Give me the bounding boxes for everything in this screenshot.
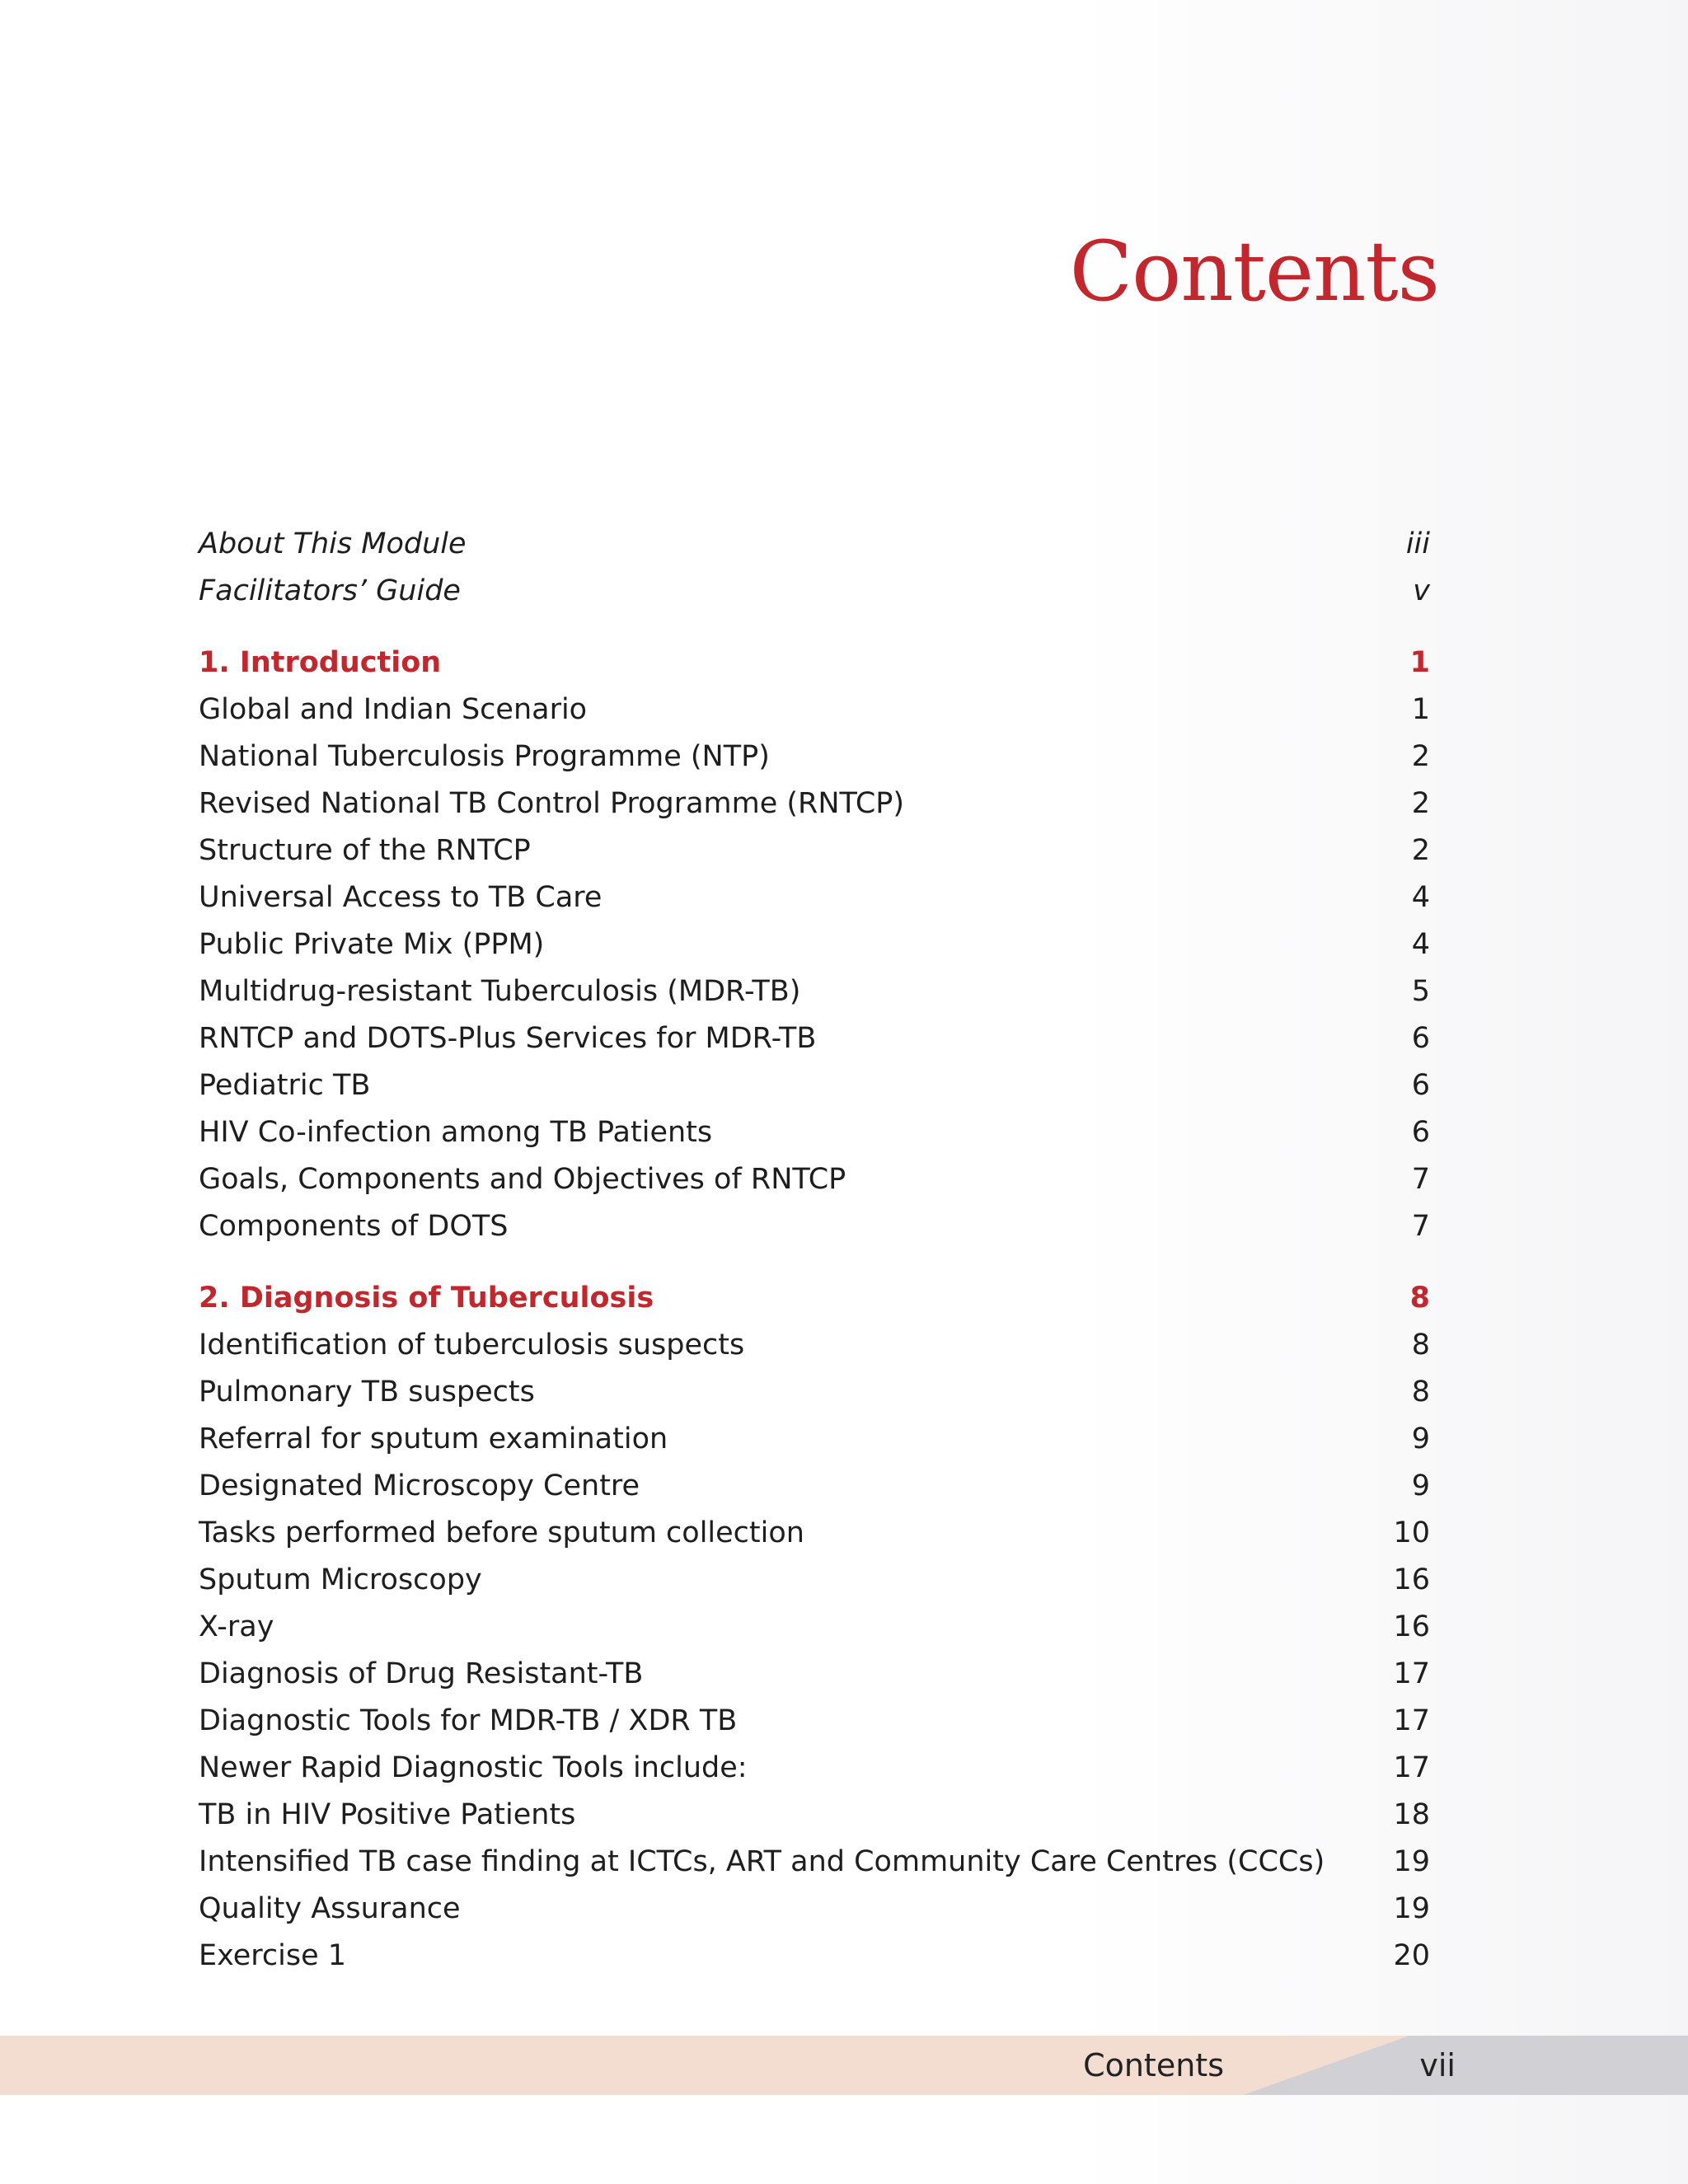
- footer-section-label: Contents: [1083, 2047, 1224, 2083]
- toc-entry-label: Designated Microscopy Centre: [199, 1469, 640, 1502]
- toc-entry-page: 8: [1411, 1329, 1430, 1361]
- toc-entry-page: 2: [1411, 834, 1430, 867]
- toc-entry[interactable]: [199, 1156, 1430, 1203]
- toc-entry-label: Diagnostic Tools for MDR-TB / XDR TB: [199, 1704, 738, 1737]
- toc-entry-label: Goals, Components and Objectives of RNTCP: [199, 1163, 846, 1196]
- toc-entry-page: 8: [1411, 1376, 1430, 1408]
- toc-entry-label: HIV Co-infection among TB Patients: [199, 1116, 713, 1149]
- toc-entry[interactable]: [199, 1792, 1430, 1839]
- toc-entry-label: Identification of tuberculosis suspects: [199, 1329, 745, 1361]
- table-of-contents: [199, 521, 1430, 1980]
- toc-entry-label: Exercise 1: [199, 1939, 347, 1972]
- toc-entry-label: Intensified TB case finding at ICTCs, ART and Community Care Centres (CCCs): [199, 1845, 1325, 1878]
- toc-entry[interactable]: [199, 1510, 1430, 1557]
- toc-entry-label: Referral for sputum examination: [199, 1422, 668, 1455]
- toc-entry[interactable]: [199, 827, 1430, 874]
- section-gap: [199, 615, 1430, 640]
- toc-entry-label: Public Private Mix (PPM): [199, 928, 545, 961]
- chapter-page: 1: [1409, 646, 1430, 679]
- toc-entry-page: 5: [1411, 975, 1430, 1008]
- toc-entry[interactable]: [199, 1203, 1430, 1250]
- toc-entry-page: 17: [1393, 1704, 1430, 1737]
- page-title: Contents: [1069, 223, 1439, 320]
- toc-entry-page: 9: [1411, 1422, 1430, 1455]
- toc-entry-page: v: [1413, 574, 1430, 607]
- toc-entry-page: 4: [1411, 881, 1430, 914]
- chapter-1-entries: [199, 687, 1430, 1250]
- toc-entry-label: About This Module: [199, 527, 467, 560]
- toc-entry[interactable]: [199, 1839, 1430, 1886]
- toc-entry[interactable]: [199, 780, 1430, 827]
- toc-entry[interactable]: [199, 968, 1430, 1015]
- toc-entry[interactable]: [199, 1015, 1430, 1062]
- toc-entry-page: 1: [1411, 693, 1430, 726]
- toc-entry-page: 4: [1411, 928, 1430, 961]
- toc-entry-page: 9: [1411, 1469, 1430, 1502]
- toc-entry-label: Pulmonary TB suspects: [199, 1376, 535, 1408]
- toc-entry-label: RNTCP and DOTS-Plus Services for MDR-TB: [199, 1022, 817, 1055]
- chapter-title: 2. Diagnosis of Tuberculosis: [199, 1282, 654, 1315]
- toc-entry-label: X-ray: [199, 1610, 274, 1643]
- toc-entry-page: 19: [1393, 1845, 1430, 1878]
- toc-entry-label: Newer Rapid Diagnostic Tools include:: [199, 1751, 748, 1784]
- section-gap: [199, 1250, 1430, 1275]
- toc-entry-page: 6: [1411, 1116, 1430, 1149]
- toc-entry-label: TB in HIV Positive Patients: [199, 1798, 576, 1831]
- toc-entry-page: 20: [1393, 1939, 1430, 1972]
- toc-entry-page: 17: [1393, 1657, 1430, 1690]
- toc-entry-page: 16: [1393, 1563, 1430, 1596]
- toc-entry-page: 6: [1411, 1069, 1430, 1102]
- toc-entry-page: 16: [1393, 1610, 1430, 1643]
- toc-entry[interactable]: [199, 521, 1430, 568]
- toc-entry-page: 6: [1411, 1022, 1430, 1055]
- toc-entry[interactable]: [199, 568, 1430, 615]
- toc-entry-label: Global and Indian Scenario: [199, 693, 588, 726]
- toc-entry-page: 2: [1411, 740, 1430, 773]
- toc-entry-label: Diagnosis of Drug Resistant-TB: [199, 1657, 644, 1690]
- toc-entry-page: 17: [1393, 1751, 1430, 1784]
- toc-entry-page: 19: [1393, 1892, 1430, 1925]
- toc-entry-page: 10: [1393, 1516, 1430, 1549]
- toc-entry[interactable]: [199, 687, 1430, 733]
- toc-entry[interactable]: [199, 733, 1430, 780]
- toc-entry[interactable]: [199, 1933, 1430, 1980]
- toc-entry-page: iii: [1405, 527, 1430, 560]
- toc-entry[interactable]: [199, 1604, 1430, 1651]
- toc-entry-label: Multidrug-resistant Tuberculosis (MDR-TB): [199, 975, 801, 1008]
- toc-entry-page: 7: [1411, 1210, 1430, 1243]
- toc-entry[interactable]: [199, 1886, 1430, 1933]
- toc-entry[interactable]: [199, 1416, 1430, 1463]
- toc-entry-page: 18: [1393, 1798, 1430, 1831]
- toc-entry[interactable]: [199, 1745, 1430, 1792]
- toc-entry-label: Facilitators’ Guide: [199, 574, 461, 607]
- toc-entry[interactable]: [199, 1651, 1430, 1698]
- toc-entry[interactable]: [199, 921, 1430, 968]
- toc-entry-label: Structure of the RNTCP: [199, 834, 531, 867]
- toc-entry[interactable]: [199, 1698, 1430, 1745]
- toc-entry-label: Universal Access to TB Care: [199, 881, 603, 914]
- page-footer: [0, 2036, 1688, 2095]
- toc-entry[interactable]: [199, 1322, 1430, 1369]
- toc-entry-page: 2: [1411, 787, 1430, 820]
- chapter-title: 1. Introduction: [199, 646, 442, 679]
- toc-entry[interactable]: [199, 1557, 1430, 1604]
- toc-entry[interactable]: [199, 1369, 1430, 1416]
- toc-entry-label: Quality Assurance: [199, 1892, 461, 1925]
- toc-entry[interactable]: [199, 874, 1430, 921]
- toc-entry-label: Revised National TB Control Programme (RNTCP): [199, 787, 905, 820]
- footer-page-number: vii: [1419, 2047, 1456, 2083]
- toc-entry-label: Pediatric TB: [199, 1069, 371, 1102]
- toc-entry-label: National Tuberculosis Programme (NTP): [199, 740, 770, 773]
- chapter-page: 8: [1409, 1282, 1430, 1315]
- toc-entry-label: Components of DOTS: [199, 1210, 509, 1243]
- toc-chapter-heading[interactable]: [199, 640, 1430, 687]
- toc-entry[interactable]: [199, 1109, 1430, 1156]
- toc-entry[interactable]: [199, 1463, 1430, 1510]
- toc-entry[interactable]: [199, 1062, 1430, 1109]
- chapter-2-entries: [199, 1322, 1430, 1980]
- toc-entry-page: 7: [1411, 1163, 1430, 1196]
- toc-entry-label: Sputum Microscopy: [199, 1563, 482, 1596]
- toc-entry-label: Tasks performed before sputum collection: [199, 1516, 804, 1549]
- toc-chapter-heading[interactable]: [199, 1275, 1430, 1322]
